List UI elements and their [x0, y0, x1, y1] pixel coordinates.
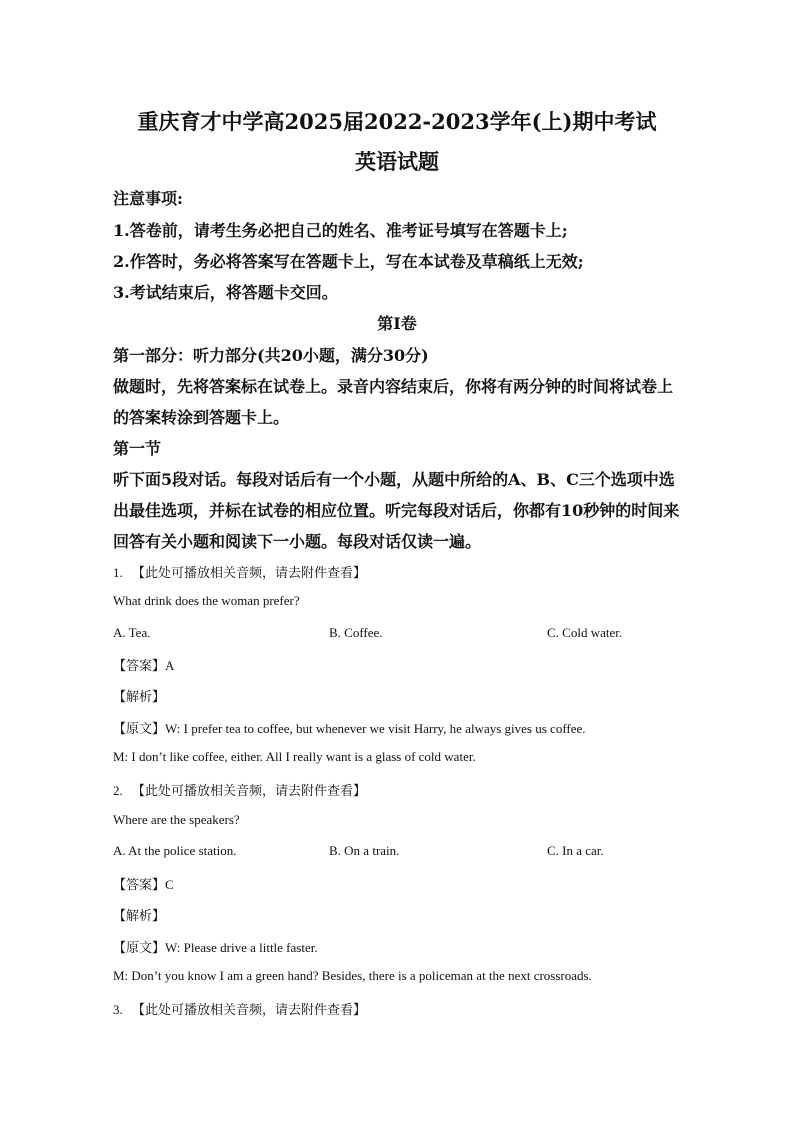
- part1-heading: 第一部分：听力部分(共20小题，满分30分): [113, 346, 429, 365]
- notice-item: 3.考试结束后，将答题卡交回。: [113, 283, 338, 302]
- question-2-script-w: [113, 937, 318, 956]
- section1-instruction: 出最佳选项，并标在试卷的相应位置。听完每段对话后，你都有10秒钟的时间来: [113, 501, 680, 520]
- section1-heading: 第一节: [113, 439, 162, 458]
- script-line: W: I prefer tea to coffee, but whenever we visit Harry, he always gives us coffee.: [165, 721, 586, 736]
- question-2-option-b: B. On a train.: [329, 843, 400, 858]
- audio-note: 【此处可播放相关音频，请去附件查看】: [132, 1002, 367, 1017]
- audio-note: 【此处可播放相关音频，请去附件查看】: [132, 565, 367, 580]
- question-1-option-b: B. Coffee.: [329, 625, 383, 640]
- question-1-audio: [113, 562, 366, 581]
- question-number: 1.: [113, 565, 123, 580]
- question-1-analysis-label: 【解析】: [113, 689, 166, 704]
- question-2-option-c: C. In a car.: [547, 843, 604, 858]
- question-1-answer: [113, 655, 174, 674]
- question-2-script-m: M: Don’t you know I am a green hand? Besides, there is a policeman at the next crossroads.: [113, 968, 592, 983]
- volume-label: 第I卷: [377, 314, 417, 333]
- question-number: 3.: [113, 1002, 123, 1017]
- question-1-option-c: C. Cold water.: [547, 625, 623, 640]
- question-1-script-w: [113, 718, 586, 737]
- question-1-option-a: A. Tea.: [113, 625, 151, 640]
- script-label: 【原文】: [113, 940, 166, 955]
- question-2-text: Where are the speakers?: [113, 812, 240, 827]
- answer-value: A: [165, 658, 175, 673]
- question-2-audio: [113, 780, 366, 799]
- part1-instruction: 做题时，先将答案标在试卷上。录音内容结束后，你将有两分钟的时间将试卷上: [113, 377, 674, 396]
- notice-item: 2.作答时，务必将答案写在答题卡上，写在本试卷及草稿纸上无效;: [113, 252, 584, 271]
- exam-subtitle: 英语试题: [355, 149, 439, 174]
- notice-heading: 注意事项:: [113, 189, 183, 208]
- question-3-audio: [113, 999, 366, 1018]
- part1-instruction: 的答案转涂到答题卡上。: [113, 408, 290, 427]
- section1-instruction: 听下面5段对话。每段对话后有一个小题，从题中所给的A、B、C三个选项中选: [113, 470, 675, 489]
- question-number: 2.: [113, 783, 123, 798]
- exam-title: 重庆育才中学高2025届2022-2023学年(上)期中考试: [137, 109, 657, 134]
- audio-note: 【此处可播放相关音频，请去附件查看】: [132, 783, 367, 798]
- answer-label: 【答案】: [113, 877, 166, 892]
- question-2-option-a: A. At the police station.: [113, 843, 237, 858]
- script-label: 【原文】: [113, 721, 166, 736]
- answer-value: C: [165, 877, 174, 892]
- section1-instruction: 回答有关小题和阅读下一小题。每段对话仅读一遍。: [113, 532, 482, 551]
- question-1-script-m: M: I don’t like coffee, either. All I really want is a glass of cold water.: [113, 749, 476, 764]
- question-2-answer: [113, 874, 174, 893]
- notice-item: 1.答卷前，请考生务必把自己的姓名、准考证号填写在答题卡上;: [113, 221, 568, 240]
- question-1-text: What drink does the woman prefer?: [113, 593, 300, 608]
- script-line: W: Please drive a little faster.: [165, 940, 318, 955]
- question-2-analysis-label: 【解析】: [113, 908, 166, 923]
- answer-label: 【答案】: [113, 658, 166, 673]
